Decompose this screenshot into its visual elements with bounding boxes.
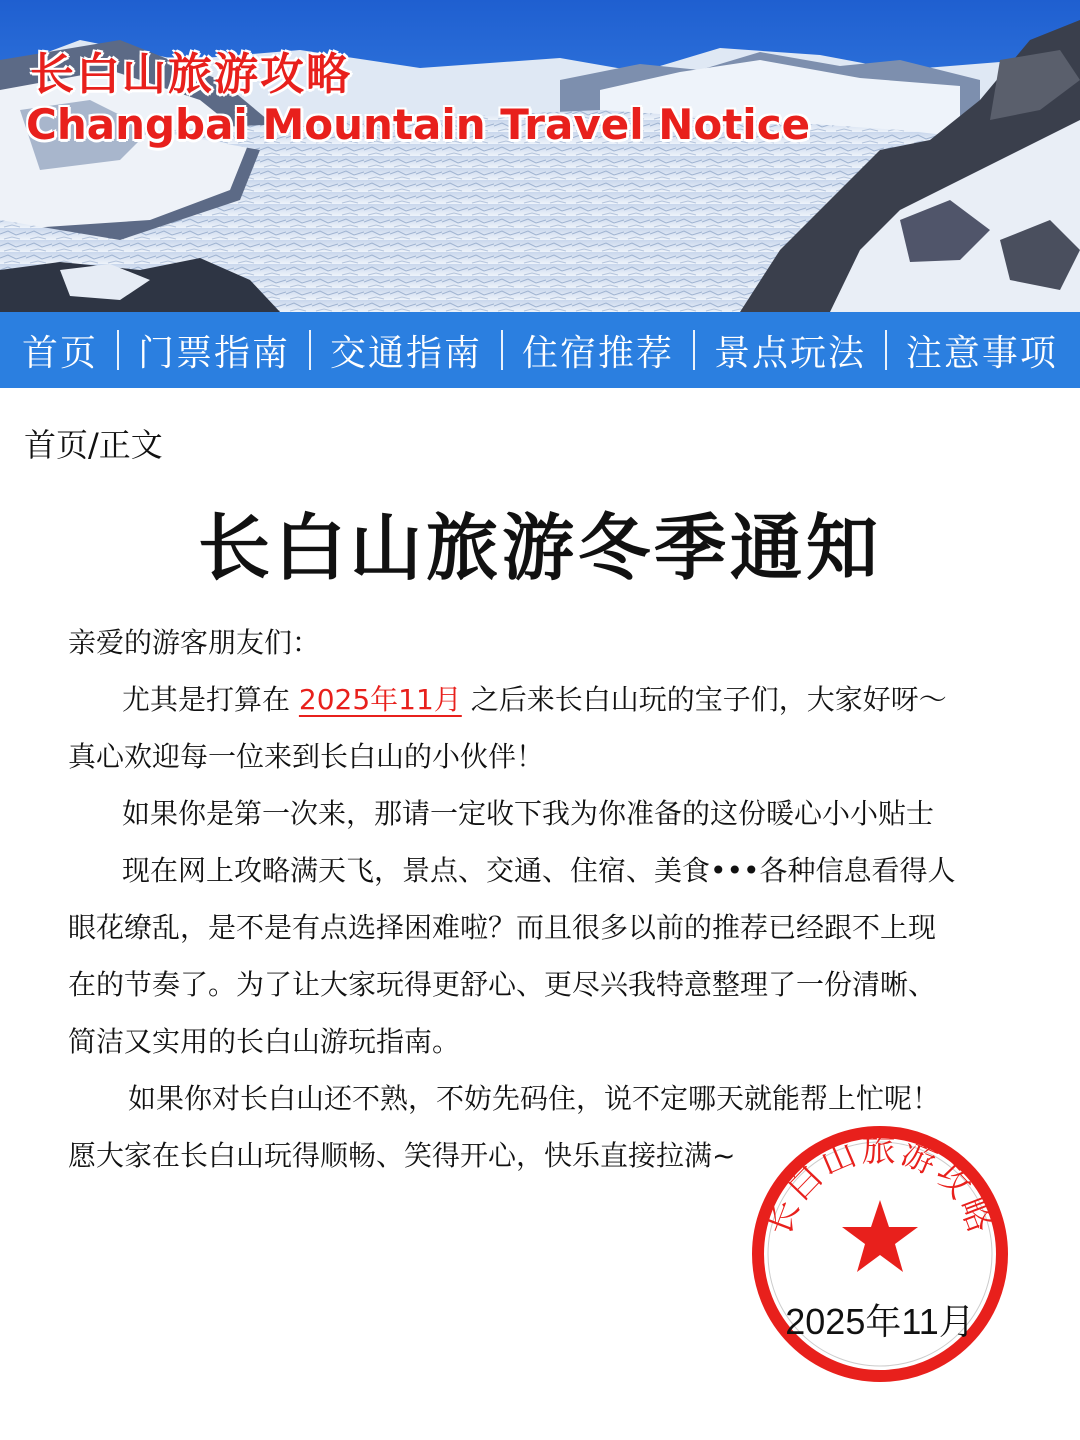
nav-divider (885, 330, 887, 370)
paragraph-line: 简洁又实用的长白山游玩指南。 (68, 1025, 461, 1058)
paragraph-line (68, 671, 1028, 728)
banner-title-cn: 长白山旅游攻略 (30, 49, 352, 100)
official-seal (748, 1122, 1012, 1386)
paragraph-line: 愿大家在长白山玩得顺畅、笑得开心，快乐直接拉满~ (68, 1139, 736, 1172)
nav-item-attractions[interactable]: 景点玩法 (713, 332, 866, 374)
nav-divider (501, 330, 503, 370)
p1-after: 之后来长白山玩的宝子们，大家好呀～ (461, 683, 947, 716)
page-title: 长白山旅游冬季通知 (197, 505, 882, 590)
article-body (68, 614, 1028, 1184)
nav-divider (309, 330, 311, 370)
paragraph-line: 如果你是第一次来，那请一定收下我为你准备的这份暖心小小贴士 (122, 797, 935, 830)
banner-title-en: Changbai Mountain Travel Notice (26, 100, 811, 149)
paragraph-line: 在的节奏了。为了让大家玩得更舒心、更尽兴我特意整理了一份清晰、 (68, 968, 937, 1001)
paragraph-line: 真心欢迎每一位来到长白山的小伙伴！ (68, 740, 545, 773)
paragraph-line: 眼花缭乱，是不是有点选择困难啦？而且很多以前的推荐已经跟不上现 (68, 911, 937, 944)
header-banner (0, 0, 1080, 312)
nav-item-transport[interactable]: 交通指南 (329, 332, 482, 374)
nav-item-tickets[interactable]: 门票指南 (137, 332, 290, 374)
nav-divider (117, 330, 119, 370)
seal-date: 2025年11月 (785, 1301, 975, 1342)
nav-divider (693, 330, 695, 370)
nav-item-home[interactable]: 首页 (22, 332, 99, 374)
seal-arc-text: 长白山旅游攻略 (758, 1129, 1002, 1241)
p1-before: 尤其是打算在 (122, 683, 299, 716)
nav-item-lodging[interactable]: 住宿推荐 (521, 332, 674, 374)
paragraph-line: 如果你对长白山还不熟，不妨先码住，说不定哪天就能帮上忙呢！ (128, 1082, 941, 1115)
nav-item-notes[interactable]: 注意事项 (905, 332, 1058, 374)
paragraph-line: 现在网上攻略满天飞，景点、交通、住宿、美食•••各种信息看得人 (122, 854, 956, 887)
seal-graphic (748, 1122, 1012, 1386)
highlight-date: 2025年11月 (298, 683, 462, 716)
main-nav (0, 312, 1080, 388)
greeting: 亲爱的游客朋友们： (68, 626, 321, 659)
breadcrumb[interactable]: 首页/正文 (24, 426, 163, 464)
